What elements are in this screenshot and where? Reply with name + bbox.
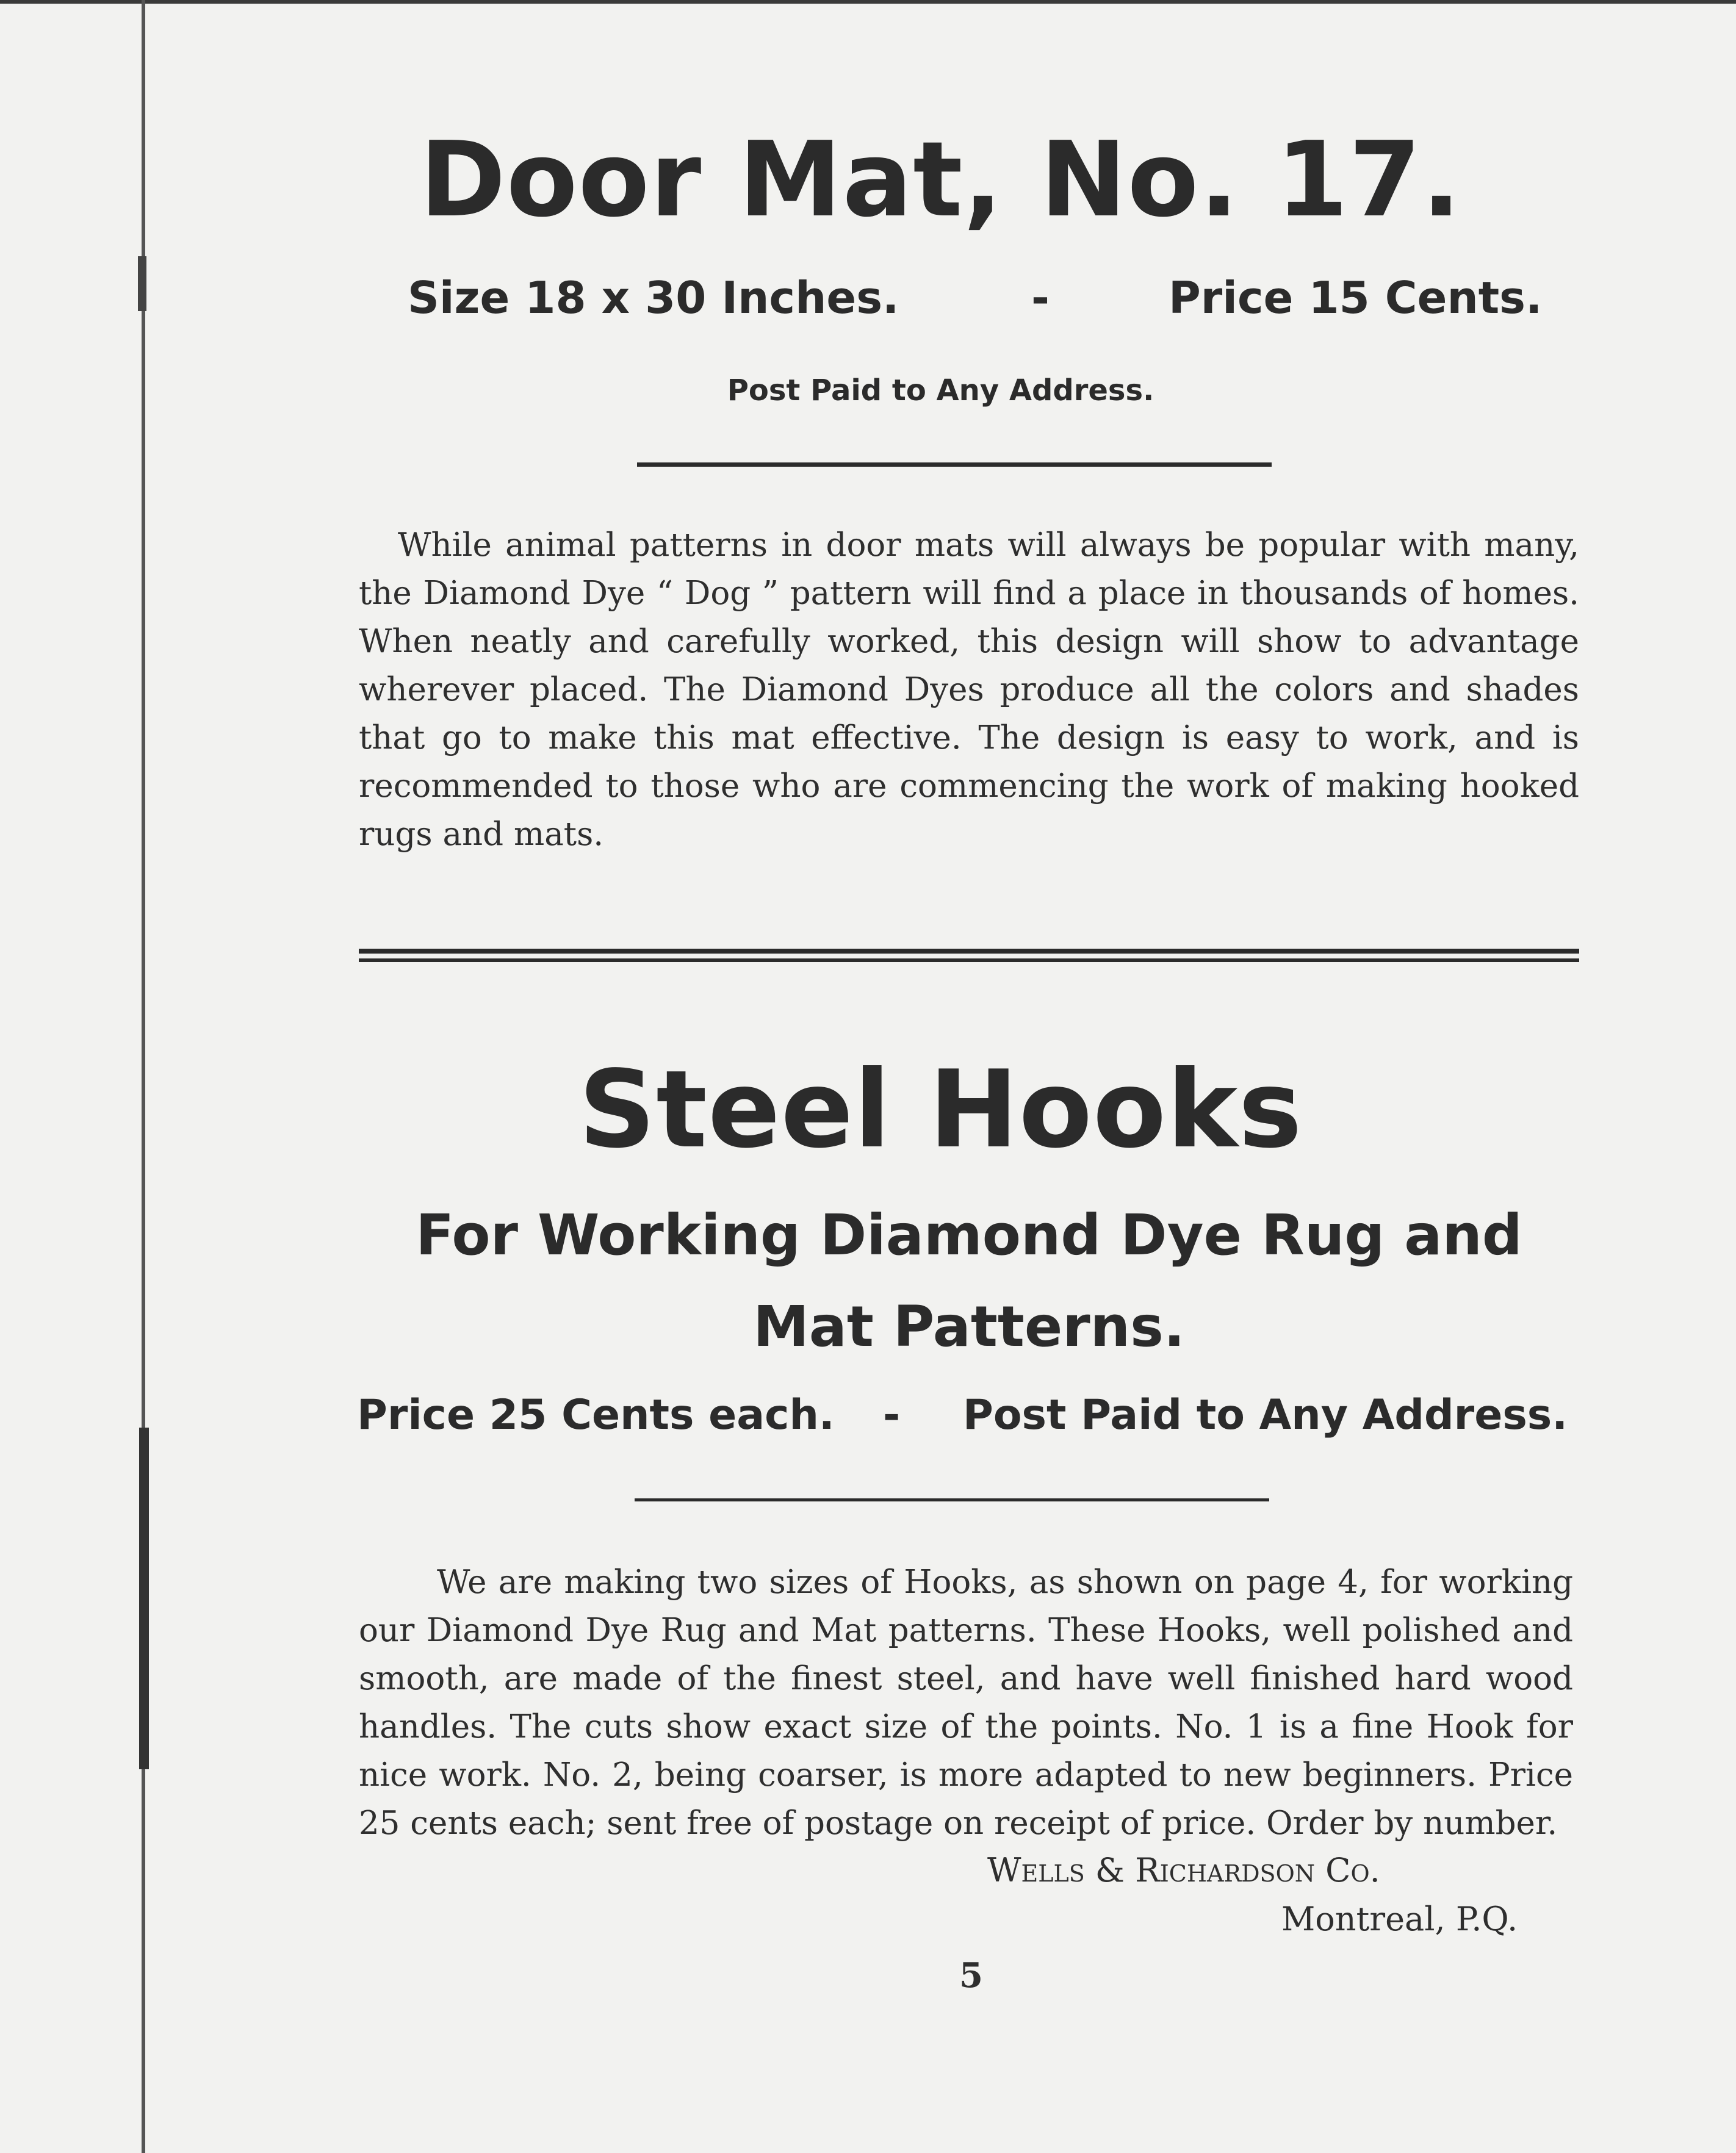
door-mat-postage: Post Paid to Any Address. <box>727 373 1154 408</box>
door-mat-short-rule <box>637 462 1272 467</box>
page-number: 5 <box>959 1955 983 1996</box>
steel-hooks-title: Steel Hooks <box>578 1048 1303 1172</box>
binding-shadow <box>139 1428 149 1769</box>
signature-city: Montreal, P.Q. <box>1281 1900 1518 1938</box>
door-mat-size: Size 18 x 30 Inches. <box>408 272 899 323</box>
steel-hooks-postage: Post Paid to Any Address. <box>963 1391 1568 1439</box>
section-divider-bottom <box>359 958 1579 962</box>
binding-mark <box>138 256 146 311</box>
signature-company: Wells & Richardson Co. <box>987 1851 1380 1889</box>
section-divider-top <box>359 949 1579 954</box>
door-mat-dash: - <box>1031 272 1050 323</box>
steel-hooks-subtitle: For Working Diamond Dye Rug and Mat Patterns. <box>416 1202 1522 1359</box>
steel-hooks-dash: - <box>883 1391 901 1439</box>
steel-hooks-short-rule <box>635 1498 1269 1501</box>
steel-hooks-description: We are making two sizes of Hooks, as shown on page 4, for working our Diamond Dye Rug and Mat patterns. These Hooks, well polished and smooth, are made of the finest steel, and have well finished hard wood handles. The cuts show exact size of the points. No. 1 is a fine Hook for nice work. No. 2, being coarser, is more adapted to new beginners. Price 25 cents each; sent free of postage on receipt of price. Order by number. <box>359 1564 1573 1842</box>
door-mat-description: While animal patterns in door mats will always be popular with many, the Diamond Dye “ Dog ” pattern will find a place in thousands of homes. When neatly and carefully worked, this design will show to advantage wherever placed. The Diamond Dyes produce all the colors and shades that go to make this mat effective. The design is easy to work, and is recommended to those who are commencing the work of making hooked rugs and mats. <box>359 527 1579 853</box>
steel-hooks-price: Price 25 Cents each. <box>357 1391 835 1439</box>
door-mat-title: Door Mat, No. 17. <box>419 120 1462 240</box>
page-top-edge <box>0 0 1736 4</box>
door-mat-price: Price 15 Cents. <box>1169 272 1543 323</box>
